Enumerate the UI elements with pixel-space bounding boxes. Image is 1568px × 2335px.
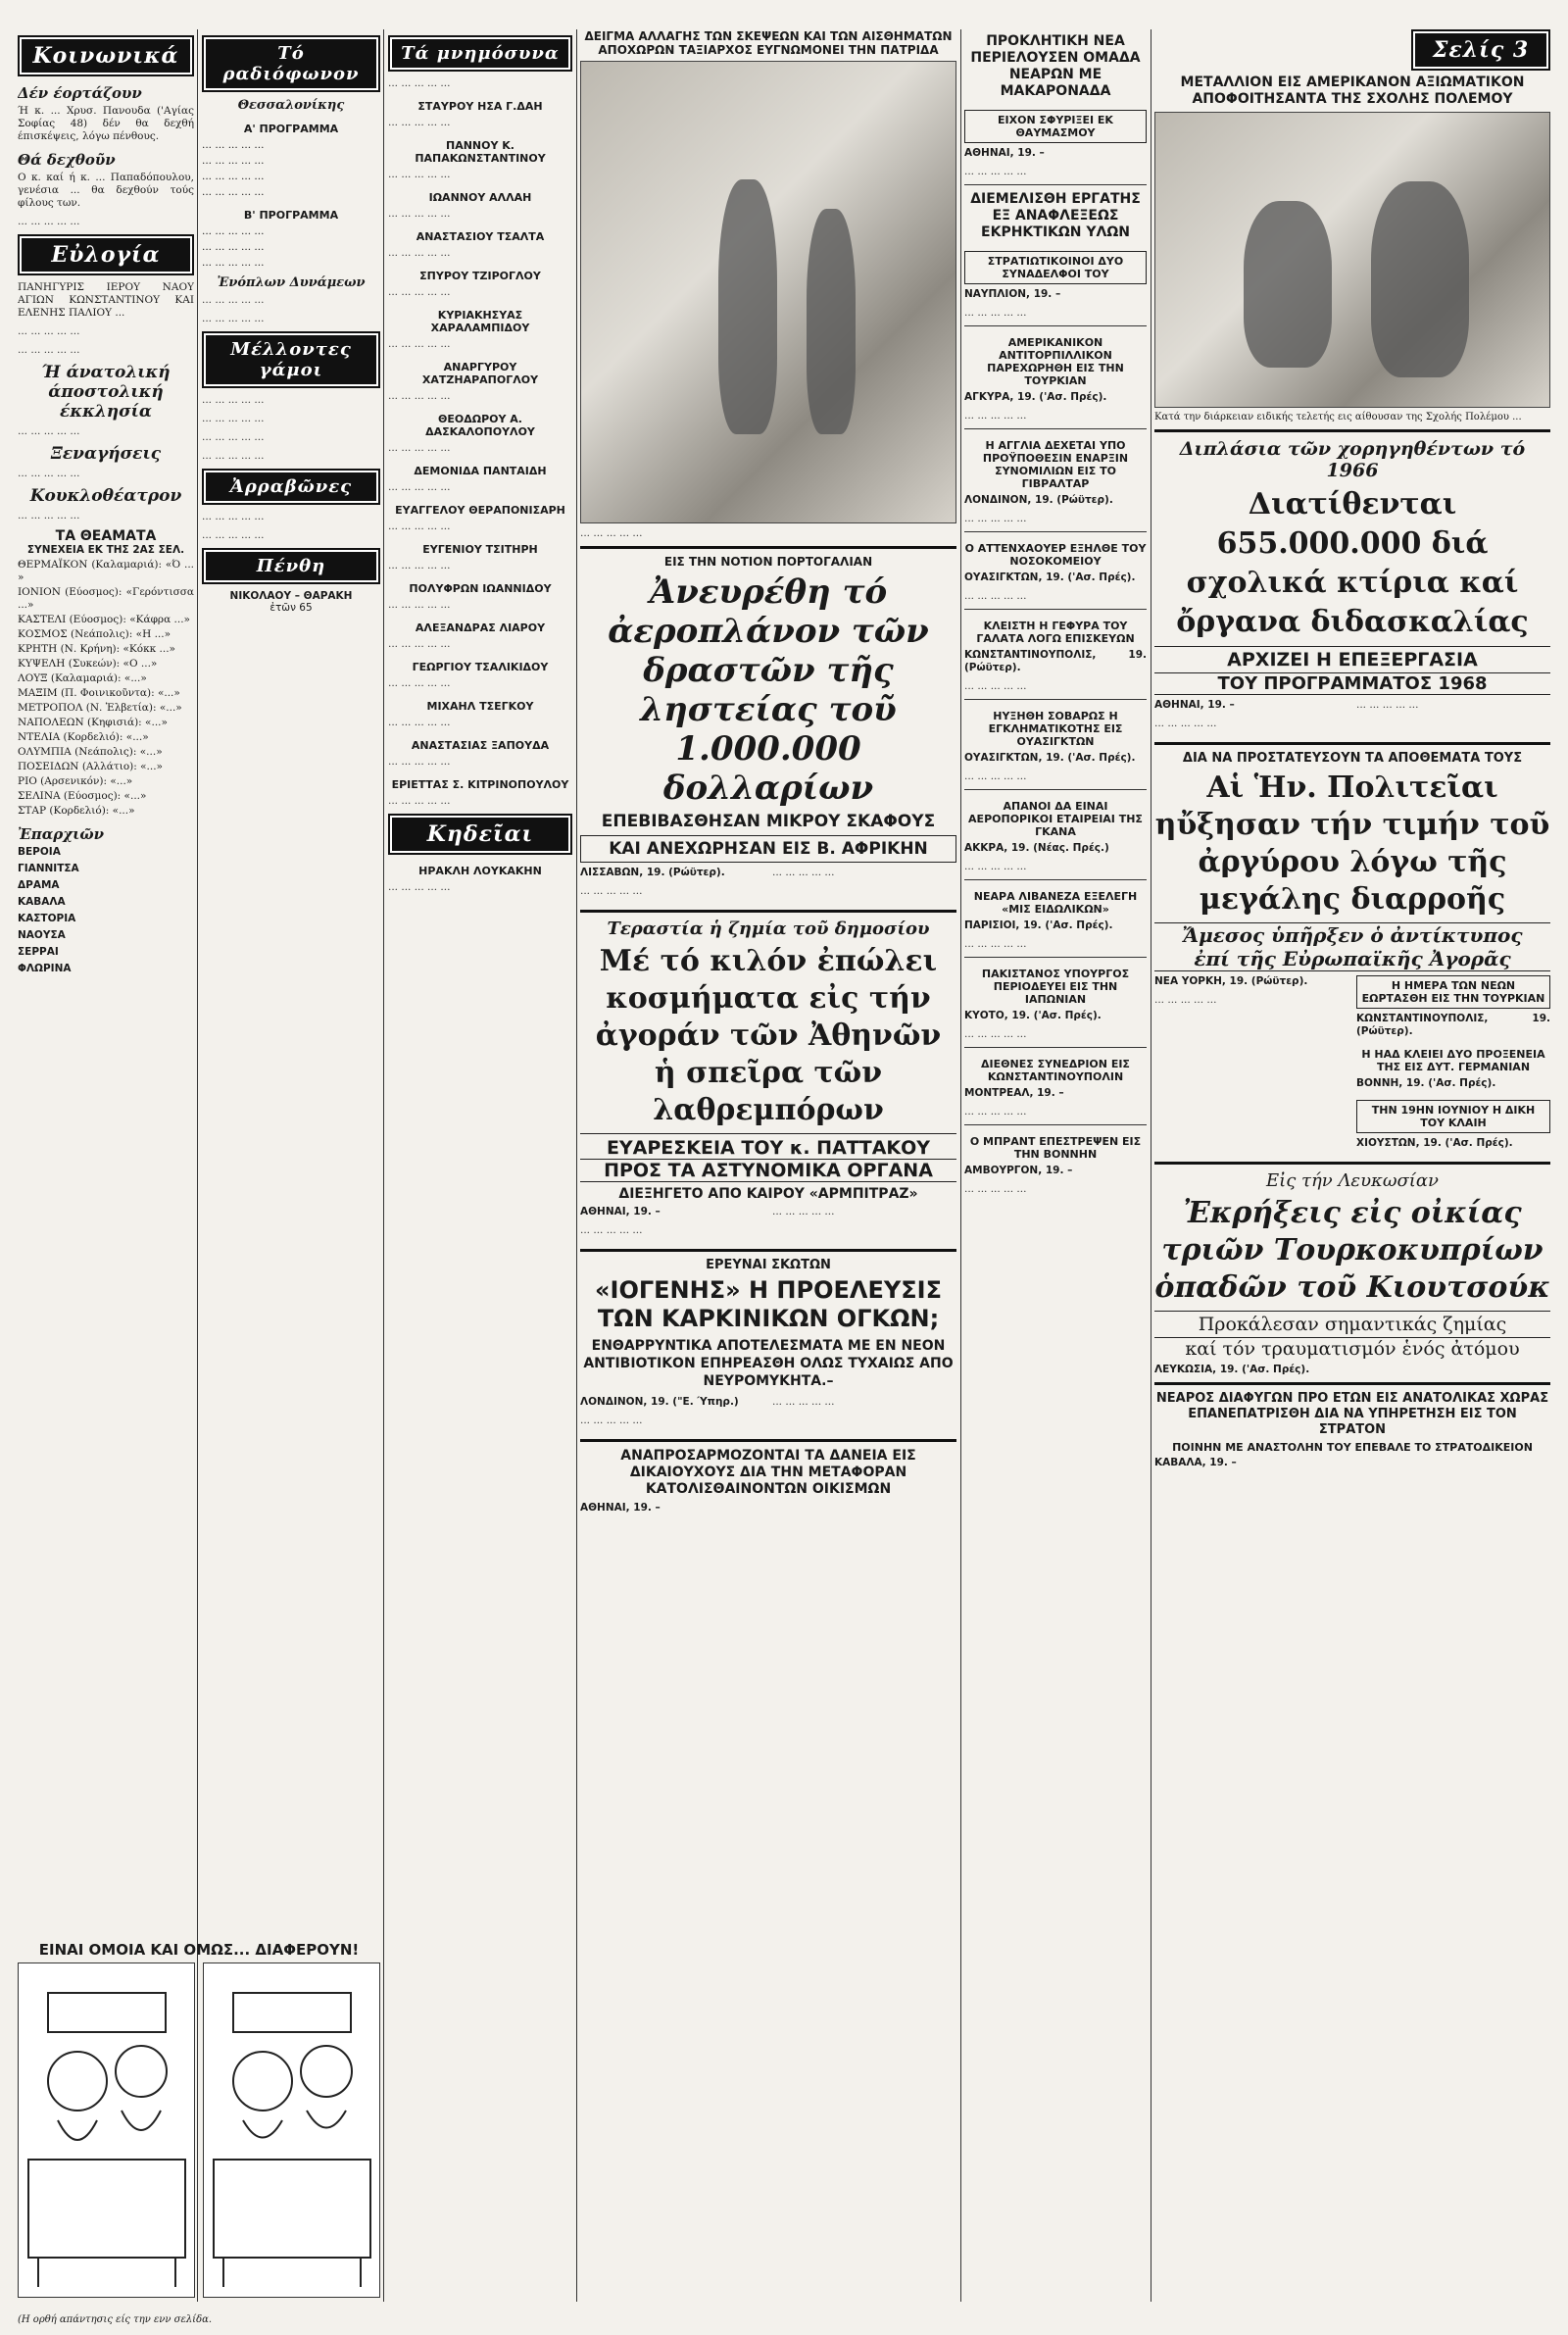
jewel-sub-1: ΕΥΑΡΕΣΚΕΙΑ ΤΟΥ κ. ΠΑΤΤΑΚΟΥ: [580, 1133, 956, 1159]
portugal-kicker: ΕΙΣ ΤΗΝ ΝΟΤΙΟΝ ΠΟΡΤΟΓΑΛΙΑΝ: [663, 555, 873, 569]
school-sub-2: ΤΟΥ ΠΡΟΓΡΑΜΜΑΤΟΣ 1968: [1154, 673, 1550, 695]
story-headline: ΑΠΑΝΟΙ ΔΑ ΕΙΝΑΙ ΑΕΡΟΠΟΡΙΚΟΙ ΕΤΑΙΡΕΙΑΙ ΤΗΣ ΓΚΑΝΑ: [968, 800, 1143, 838]
subhead-xenagiseis: Ξεναγήσεις: [50, 444, 162, 464]
section-header-mnimosyna: Τά μνημόσυνα: [388, 35, 572, 72]
theamata-item: ΟΛΥΜΠΙΑ (Νεάπολις): «...»: [18, 746, 163, 758]
subhead-den-eortazoun: Δέν έορτάζουν: [18, 84, 142, 102]
story-dateline: ΚΩΝΣΤΑΝΤΙΝΟΥΠΟΛΙΣ, 19. (Ρώϋτερ).: [964, 649, 1147, 673]
story-headline: Ο ΜΠΡΑΝΤ ΕΠΕΣΤΡΕΨΕΝ ΕΙΣ ΤΗΝ ΒΟΝΝΗΝ: [969, 1135, 1142, 1161]
text-filler: ... ... ... ... ...: [388, 521, 451, 532]
column-short-news: [964, 29, 1147, 2302]
comic-title: ΕΙΝΑΙ ΟΜΟΙΑ ΚΑΙ ΟΜΩΣ... ΔΙΑΦΕΡΟΥΝ!: [38, 1941, 360, 1959]
text-filler: ... ... ... ... ...: [202, 186, 265, 198]
jewel-dateline: ΑΘΗΝΑΙ, 19. –: [580, 1206, 661, 1217]
person-icon: [807, 209, 856, 434]
text-filler: ... ... ... ... ...: [388, 717, 451, 728]
story-headline: ΔΙΕΜΕΛΙΣΘΗ ΕΡΓΑΤΗΣ ΕΞ ΑΝΑΦΛΕΞΕΩΣ ΕΚΡΗΚΤΙΚΩΝ ΥΛΩΝ: [970, 191, 1141, 240]
theamata-item: ΜΑΞΙΜ (Π. Φοινικοῦντα): «...»: [18, 687, 180, 699]
story-headline: Η ΑΓΓΛΙΑ ΔΕΧΕΤΑΙ ΥΠΟ ΠΡΟΫΠΟΘΕΣΙΝ ΕΝΑΡΞΙΝ ΣΥΝΟΜΙΛΙΩΝ ΕΙΣ ΤΟ ΓΙΒΡΑΛΤΑΡ: [982, 439, 1129, 490]
memorial-name: ΙΩΑΝΝΟΥ ΑΛΛΑΗ: [428, 191, 532, 204]
subhead-enoplon: Ἐνόπλων Δυνάμεων: [217, 275, 366, 290]
memorial-name: ΚΥΡΙΑΚΗΣΥΑΣ ΧΑΡΑΛΑΜΠΙΔΟΥ: [430, 309, 530, 334]
text-filler: ... ... ... ... ...: [772, 1206, 835, 1217]
story-dateline: ΑΜΒΟΥΡΓΟΝ, 19. –: [964, 1165, 1073, 1176]
story-dateline: ΟΥΑΣΙΓΚΤΩΝ, 19. ('Ασ. Πρές).: [964, 752, 1136, 764]
story-dateline: ΑΚΚΡΑ, 19. (Νέας. Πρές.): [964, 842, 1109, 854]
theamata-item: ΚΥΨΕΛΗ (Συκεών): «Ο ...»: [18, 658, 158, 670]
loans-headline: ΑΝΑΠΡΟΣΑΡΜΟΖΟΝΤΑΙ ΤΑ ΔΑΝΕΙΑ ΕΙΣ ΔΙΚΑΙΟΥΧΟΥΣ ΔΙΑ ΤΗΝ ΜΕΤΑΦΟΡΑΝ ΚΑΤΟΛΙΣΘΑΙΝΟΝΤΩΝ ΟΙΚΙΣΜΩΝ: [620, 1448, 916, 1497]
section-header-arravones: Ἀρραβῶνες: [202, 469, 380, 505]
text-filler: ... ... ... ... ...: [202, 294, 265, 306]
subhead-b-programma: Β' ΠΡΟΓΡΑΜΜΑ: [243, 209, 339, 222]
text-filler: ... ... ... ... ...: [964, 410, 1027, 422]
story-dateline: ΠΑΡΙΣΙΟΙ, 19. ('Ασ. Πρές).: [964, 919, 1113, 931]
story-sub: ΣΤΡΑΤΙΩΤΙΚΟΙΝΟΙ ΔΥΟ ΣΥΝΑΔΕΛΦΟΙ ΤΟΥ: [964, 251, 1147, 284]
theamata-item: ΚΡΗΤΗ (Ν. Κρήνη): «Κόκκ ...»: [18, 643, 175, 655]
youth-dateline: ΚΩΝΣΤΑΝΤΙΝΟΥΠΟΛΙΣ, 19. (Ρώϋτερ).: [1356, 1013, 1550, 1037]
text-filler: ... ... ... ... ...: [388, 390, 451, 402]
eparchia-name: ΦΛΩΡΙΝΑ: [18, 963, 72, 974]
story-headline: ΠΡΟΚΛΗΤΙΚΗ ΝΕΑ ΠΕΡΙΕΛΟΥΣΕΝ ΟΜΑΔΑ ΝΕΑΡΩΝ ΜΕ ΜΑΚΑΡΟΝΑΔΑ: [970, 33, 1141, 99]
text-filler: ... ... ... ... ...: [580, 1224, 643, 1236]
section-header-koinonika: Κοινωνικά: [18, 35, 194, 76]
column-mnimosyna: [388, 29, 572, 2302]
text-filler: ... ... ... ... ...: [964, 680, 1027, 692]
army-dateline: ΚΑΒΑΛΑ, 19. –: [1154, 1457, 1237, 1468]
section-header-mellontes: Μέλλοντες γάμοι: [202, 331, 380, 388]
eparchia-name: ΚΑΣΤΟΡΙΑ: [18, 913, 76, 924]
silver-kicker: ΔΙΑ ΝΑ ΠΡΟΣΤΑΤΕΥΣΟΥΝ ΤΑ ΑΠΟΘΕΜΑΤΑ ΤΟΥΣ: [1182, 751, 1523, 766]
memorial-name: ΕΡΙΕΤΤΑΣ Σ. ΚΙΤΡΙΝΟΠΟΥΛΟΥ: [391, 778, 569, 791]
theamata-item: ΣΕΛΙΝΑ (Εύοσμος): «...»: [18, 790, 147, 802]
column-front-right: [1154, 29, 1550, 2302]
text-filler: ... ... ... ... ...: [202, 413, 265, 424]
text-filler: ... ... ... ... ...: [1154, 718, 1217, 729]
text-filler: ... ... ... ... ...: [202, 450, 265, 462]
text-filler: ... ... ... ... ...: [580, 527, 643, 539]
comic-panel-left: [18, 1962, 195, 2298]
text-filler: ... ... ... ... ...: [1154, 994, 1217, 1006]
eparchia-name: ΔΡΑΜΑ: [18, 879, 60, 891]
subhead-thessalonikis: Θεσσαλονίκης: [237, 98, 345, 113]
jewel-kicker: Τεραστία ἡ ζημία τοῦ δημοσίου: [607, 919, 930, 939]
cyprus-headline: Ἐκρήξεις εἰς οἰκίας τριῶν Τουρκοκυπρίων ὁπαδῶν τοῦ Κιουτσούκ: [1154, 1196, 1550, 1305]
silver-headline: Αἱ Ἡν. Πολιτεῖαι ηὔξησαν τήν τιμήν τοῦ ἀργύρου λόγω τῆς μεγάλης διαρροῆς: [1154, 770, 1550, 917]
cancer-kicker: ΕΡΕΥΝΑΙ ΣΚΩΤΩΝ: [706, 1258, 831, 1272]
person-icon: [718, 179, 777, 434]
text-filler: ... ... ... ... ...: [202, 171, 265, 182]
text-filler: ... ... ... ... ...: [202, 511, 265, 522]
text-filler: ... ... ... ... ...: [202, 155, 265, 167]
subhead-eparchion: Ἐπαρχιῶν: [18, 825, 105, 843]
comic-panel-right: [203, 1962, 380, 2298]
text-filler: ... ... ... ... ...: [772, 867, 835, 878]
text-filler: ... ... ... ... ...: [18, 216, 80, 227]
cyprus-kicker: Εἰς τήν Λευκωσίαν: [1266, 1170, 1439, 1191]
story-headline: ΚΛΕΙΣΤΗ Η ΓΕΦΥΡΑ ΤΟΥ ΓΑΛΑΤΑ ΛΟΓΩ ΕΠΙΣΚΕΥΩΝ: [976, 620, 1135, 645]
trial-dateline: ΧΙΟΥΣΤΩΝ, 19. ('Ασ. Πρές).: [1356, 1137, 1513, 1149]
text-filler: ... ... ... ... ...: [772, 1396, 835, 1408]
theamata-item: ΣΤΑΡ (Κορδελιό): «...»: [18, 805, 135, 817]
text-filler: ... ... ... ... ...: [388, 638, 451, 650]
text-filler: ... ... ... ... ...: [964, 513, 1027, 524]
cancer-dateline: ΛΟΝΔΙΝΟΝ, 19. ("Ε. Ύπηρ.): [580, 1396, 739, 1408]
text-filler: ... ... ... ... ...: [18, 325, 80, 337]
story-headline: ΗΥΞΗΘΗ ΣΟΒΑΡΩΣ Η ΕΓΚΛΗΜΑΤΙΚΟΤΗΣ ΕΙΣ ΟΥΑΣΙΓΚΤΩΝ: [988, 710, 1123, 748]
school-dateline: ΑΘΗΝΑΙ, 19. –: [1154, 699, 1235, 711]
army-sub: ΠΟΙΝΗΝ ΜΕ ΑΝΑΣΤΟΛΗΝ ΤΟΥ ΕΠΕΒΑΛΕ ΤΟ ΣΤΡΑΤΟΔΙΚΕΙΟΝ: [1172, 1441, 1533, 1454]
story-dateline: ΛΟΝΔΙΝΟΝ, 19. (Ρώϋτερ).: [964, 494, 1113, 506]
text-filler: ... ... ... ... ...: [388, 442, 451, 454]
text-filler: ... ... ... ... ...: [18, 468, 80, 479]
subhead-anatoliki: Ή άνατολική άποστολική έκκλησία: [41, 363, 171, 422]
trial-headline: ΤΗΝ 19ΗΝ ΙΟΥΝΙΟΥ Η ΔΙΚΗ ΤΟΥ ΚΛΑΙΗ: [1356, 1100, 1550, 1133]
text-filler: ... ... ... ... ...: [388, 169, 451, 180]
text-filler: ... ... ... ... ...: [964, 166, 1027, 177]
story-sub: ΕΙΧΟΝ ΣΦΥΡΙΞΕΙ ΕΚ ΘΑΥΜΑΣΜΟΥ: [964, 110, 1147, 143]
comic-strip: [18, 1941, 380, 2298]
text-filler: ... ... ... ... ...: [18, 425, 80, 437]
text-filler: ... ... ... ... ...: [202, 257, 265, 269]
story-headline: ΑΜΕΡΙΚΑΝΙΚΟΝ ΑΝΤΙΤΟΡΠΙΛΛΙΚΟΝ ΠΑΡΕΧΩΡΗΘΗ ΕΙΣ ΤΗΝ ΤΟΥΡΚΙΑΝ: [987, 336, 1124, 387]
school-headline: Διατίθενται 655.000.000 διά σχολικά κτίρια καί ὄργανα διδασκαλίας: [1176, 487, 1529, 639]
memorial-name: ΣΤΑΥΡΟΥ ΗΣΑ Γ.ΔΑΗ: [417, 100, 543, 113]
theamata-list: [18, 559, 194, 818]
jewel-sub-3: ΔΙΕΞΗΓΕΤΟ ΑΠΟ ΚΑΙΡΟΥ «ΑΡΜΠΙΤΡΑΖ»: [618, 1186, 918, 1202]
text-filler: ... ... ... ... ...: [202, 431, 265, 443]
theamata-item: ΜΕΤΡΟΠΟΛ (Ν. Ἐλβετία): «...»: [18, 702, 182, 714]
text-filler: ... ... ... ... ...: [964, 938, 1027, 950]
text-filler: ... ... ... ... ...: [18, 344, 80, 356]
memorial-name: ΣΠΥΡΟΥ ΤΖΙΡΟΓΛΟΥ: [419, 270, 541, 282]
text-filler: ... ... ... ... ...: [964, 307, 1027, 319]
theamata-item: ΝΤΕΛΙΑ (Κορδελιό): «...»: [18, 731, 149, 743]
subhead-a-programma: Α' ΠΡΟΓΡΑΜΜΑ: [243, 123, 339, 135]
subhead-kouklotheatro: Κουκλοθέατρον: [29, 486, 182, 506]
memorial-name: ΔΕΜΟΝΙΔΑ ΠΑΝΤΑΙΔΗ: [414, 465, 547, 477]
cancer-sub: ΕΝΘΑΡΡΥΝΤΙΚΑ ΑΠΟΤΕΛΕΣΜΑΤΑ ΜΕ ΕΝ ΝΕΟΝ ΑΝΤΙΒΙΟΤΙΚΟΝ ΕΠΗΡΕΑΣΘΗ ΟΛΩΣ ΤΥΧΑΙΩΣ ΑΠΟ ΝΕΥΡΟΜΥΚΗΤΑ.–: [583, 1338, 954, 1389]
silver-dateline: ΝΕΑ ΥΟΡΚΗ, 19. (Ρώϋτερ).: [1154, 975, 1308, 987]
page-number-badge: Σελίς 3: [1411, 29, 1550, 71]
theamata-item: ΚΑΣΤΕΛΙ (Εύοσμος): «Κάφρα ...»: [18, 614, 190, 625]
comic-drawing-icon: [204, 1963, 380, 2297]
school-kicker: Διπλάσια τῶν χορηγηθέντων τό 1966: [1179, 438, 1526, 481]
theamata-item: ΚΟΣΜΟΣ (Νεάπολις): «Η ...»: [18, 628, 172, 640]
theamata-item: ΡΙΟ (Αρσενικόν): «...»: [18, 775, 133, 787]
text-filler: ... ... ... ... ...: [964, 1183, 1027, 1195]
text-filler: ... ... ... ... ...: [202, 241, 265, 253]
plane-dateline: ΛΙΣΣΑΒΩΝ, 19. (Ρώϋτερ).: [580, 867, 725, 878]
memorial-name: ΑΝΑΡΓΥΡΟΥ ΧΑΤΖΗΑΡΑΠΟΓΛΟΥ: [421, 361, 539, 386]
column-rule: [1151, 29, 1152, 2302]
memorial-name: ΓΕΩΡΓΙΟΥ ΤΣΑΛΙΚΙΔΟΥ: [412, 661, 549, 673]
cyprus-sub-2: καί τόν τραυματισμόν ἑνός ἀτόμου: [1185, 1338, 1520, 1360]
loans-dateline: ΑΘΗΝΑΙ, 19. –: [580, 1502, 661, 1514]
column-rule: [383, 29, 384, 2302]
news-photo: [580, 61, 956, 523]
memorial-name: ΕΥΓΕΝΙΟΥ ΤΣΙΤΗΡΗ: [422, 543, 538, 556]
youth-headline: Η ΗΜΕΡΑ ΤΩΝ ΝΕΩΝ ΕΩΡΤΑΣΘΗ ΕΙΣ ΤΗΝ ΤΟΥΡΚΙΑΝ: [1356, 975, 1550, 1009]
text-filler: ... ... ... ... ...: [964, 861, 1027, 872]
memorial-name: ΑΝΑΣΤΑΣΙΑΣ ΞΑΠΟΥΔΑ: [411, 739, 550, 752]
story-dateline: ΜΟΝΤΡΕΑΛ, 19. –: [964, 1087, 1064, 1099]
jewel-headline: Μέ τό κιλόν ἐπώλει κοσμήματα εἰς τήν ἀγοράν τῶν Ἀθηνῶν ἡ σπεῖρα τῶν λαθρεμπόρων: [595, 944, 942, 1127]
plane-sub-2: ΚΑΙ ΑΝΕΧΩΡΗΣΑΝ ΕΙΣ Β. ΑΦΡΙΚΗΝ: [580, 835, 956, 863]
silver-sub-2: ἐπί τῆς Εὐρωπαϊκῆς Ἀγορᾶς: [1154, 947, 1550, 971]
text-filler: ... ... ... ... ...: [388, 881, 451, 893]
story-headline: ΔΙΕΘΝΕΣ ΣΥΝΕΔΡΙΟΝ ΕΙΣ ΚΩΝΣΤΑΝΤΙΝΟΥΠΟΛΙΝ: [981, 1058, 1130, 1083]
ead-headline: Η ΗΑΔ ΚΛΕΙΕΙ ΔΥΟ ΠΡΟΞΕΝΕΙΑ ΤΗΣ ΕΙΣ ΔΥΤ. ΓΕΡΜΑΝΙΑΝ: [1361, 1048, 1545, 1073]
memorial-name: ΑΝΑΣΤΑΣΙΟΥ ΤΣΑΛΤΑ: [416, 230, 545, 243]
person-icon: [1244, 201, 1332, 368]
eparchia-name: ΝΑΟΥΣΑ: [18, 929, 66, 941]
medal-headline: ΜΕΤΑΛΛΙΟΝ ΕΙΣ ΑΜΕΡΙΚΑΝΟΝ ΑΞΙΩΜΑΤΙΚΟΝ ΑΠΟΦΟΙΤΗΣΑΝΤΑ ΤΗΣ ΣΧΟΛΗΣ ΠΟΛΕΜΟΥ: [1180, 75, 1525, 107]
memorial-name: ΕΥΑΓΓΕΛΟΥ ΘΕΡΑΠΟΝΙΣΑΡΗ: [395, 504, 565, 517]
text-tha-dechthoun: Ο κ. καί ή κ. ... Παπαδόπουλου, γενέσια ... θα δεχθούν τούς φίλους των.: [18, 172, 194, 209]
text-filler: ... ... ... ... ...: [388, 117, 451, 128]
text-filler: ... ... ... ... ...: [388, 795, 451, 807]
text-filler: ... ... ... ... ...: [388, 677, 451, 689]
jewel-sub-2: ΠΡΟΣ ΤΑ ΑΣΤΥΝΟΜΙΚΑ ΟΡΓΑΝΑ: [580, 1159, 956, 1182]
text-den-eortazoun: Ή κ. ... Χρυσ. Πανουδα ('Αγίας Σοφίας 48) δέν θα δεχθή έπισκέψεις, λόγω πένθους.: [18, 105, 194, 142]
story-headline: ΝΕΑΡΑ ΛΙΒΑΝΕΖΑ ΕΞΕΛΕΓΗ «ΜΙΣ ΕΙΔΩΛΙΚΩΝ»: [973, 890, 1138, 916]
penthi-age: ἐτῶν 65: [270, 602, 313, 614]
theamata-item: ΝΑΠΟΛΕΩΝ (Κηφισιά): «...»: [18, 717, 168, 728]
memorial-name: ΠΟΛΥΦΡΩΝ ΙΩΑΝΝΙΔΟΥ: [409, 582, 552, 595]
eparchia-name: ΓΙΑΝΝΙΤΣΑ: [18, 863, 79, 874]
plane-headline: Ἀνευρέθη τό ἀεροπλάνον τῶν δραστῶν τῆς ληστείας τοῦ 1.000.000 δολλαρίων: [608, 572, 929, 808]
cancer-headline: «ΙΟΓΕΝΗΣ» Η ΠΡΟΕΛΕΥΣΙΣ ΤΩΝ ΚΑΡΚΙΝΙΚΩΝ ΟΓΚΩΝ;: [595, 1276, 942, 1332]
eparchies-list: [18, 846, 194, 975]
photo-heading-2: ΑΠΟΧΩΡΩΝ ΤΑΞΙΑΡΧΟΣ ΕΥΓΝΩΜΟΝΕΙ ΤΗΝ ΠΑΤΡΙΔΑ: [598, 43, 939, 57]
text-filler: ... ... ... ... ...: [964, 590, 1027, 602]
story-dateline: ΑΘΗΝΑΙ, 19. –: [964, 147, 1045, 159]
text-filler: ... ... ... ... ...: [388, 756, 451, 768]
theamata-item: ΘΕΡΜΑΪΚΟΝ (Καλαμαριά): «Ό ... »: [18, 559, 194, 583]
cyprus-sub-1: Προκάλεσαν σημαντικάς ζημίας: [1154, 1311, 1550, 1338]
comic-caption: (Η ορθή απάντησις είς την ενν σελίδα.: [18, 2314, 213, 2325]
eparchia-name: ΚΑΒΑΛΑ: [18, 896, 66, 908]
text-filler: ... ... ... ... ...: [964, 1028, 1027, 1040]
story-headline: Ο ΑΤΤΕΝΧΑΟΥΕΡ ΕΞΗΛΘΕ ΤΟΥ ΝΟΣΟΚΟΜΕΙΟΥ: [964, 542, 1147, 568]
text-filler: ... ... ... ... ...: [202, 394, 265, 406]
story-dateline: ΝΑΥΠΛΙΟΝ, 19. –: [964, 288, 1061, 300]
text-filler: ... ... ... ... ...: [580, 885, 643, 897]
medal-photo-caption: Κατά την διάρκειαν ειδικής τελετής εις αίθουσαν της Σχολής Πολέμου ...: [1154, 412, 1522, 422]
section-header-eulogia: Εὐλογία: [18, 234, 194, 275]
column-rule: [576, 29, 577, 2302]
text-eulogia: ΠΑΝΗΓΥΡΙΣ ΙΕΡΟΥ ΝΑΟΥ ΑΓΙΩΝ ΚΩΝΣΤΑΝΤΙΝΟΥ ΚΑΙ ΕΛΕΝΗΣ ΠΑΛΙΟΥ ...: [18, 281, 194, 319]
column-radio: [202, 29, 380, 1923]
story-dateline: ΚΥΟΤΟ, 19. ('Ασ. Πρές).: [964, 1010, 1102, 1021]
school-sub-1: ΑΡΧΙΖΕΙ Η ΕΠΕΞΕΡΓΑΣΙΑ: [1154, 646, 1550, 673]
text-filler: ... ... ... ... ...: [388, 560, 451, 571]
column-main-news: [580, 29, 956, 2302]
text-filler: ... ... ... ... ...: [388, 338, 451, 350]
funeral-name: ΗΡΑΚΛΗ ΛΟΥΚΑΚΗΝ: [418, 865, 542, 877]
story-dateline: ΑΓΚΥΡΑ, 19. ('Ασ. Πρές).: [964, 391, 1107, 403]
text-filler: ... ... ... ... ...: [388, 77, 451, 89]
memorial-name: ΠΑΝΝΟΥ Κ. ΠΑΠΑΚΩΝΣΤΑΝΤΙΝΟΥ: [415, 139, 546, 165]
text-filler: ... ... ... ... ...: [202, 529, 265, 541]
memorial-name: ΑΛΕΞΑΝΔΡΑΣ ΛΙΑΡΟΥ: [415, 621, 546, 634]
theamata-item: ΙΟΝΙΟΝ (Εύοσμος): «Γερόντισσα ...»: [18, 586, 194, 611]
story-headline: ΠΑΚΙΣΤΑΝΟΣ ΥΠΟΥΡΓΟΣ ΠΕΡΙΟΔΕΥΕΙ ΕΙΣ ΤΗΝ ΙΑΠΩΝΙΑΝ: [981, 968, 1130, 1006]
photo-heading-1: ΔΕΙΓΜΑ ΑΛΛΑΓΗΣ ΤΩΝ ΣΚΕΨΕΩΝ ΚΑΙ ΤΩΝ ΑΙΣΘΗΜΑΤΩΝ: [584, 29, 953, 43]
section-header-kideiai: Κηδεῖαι: [388, 814, 572, 855]
person-icon: [1371, 181, 1469, 377]
column-rule: [960, 29, 961, 2302]
text-filler: ... ... ... ... ...: [388, 208, 451, 220]
silver-sub-1: Ἄμεσος ὑπῆρξεν ὁ ἀντίκτυπος: [1154, 922, 1550, 947]
army-headline: ΝΕΑΡΟΣ ΔΙΑΦΥΓΩΝ ΠΡΟ ΕΤΩΝ ΕΙΣ ΑΝΑΤΟΛΙΚΑΣ ΧΩΡΑΣ ΕΠΑΝΕΠΑΤΡΙΣΘΗ ΔΙΑ ΝΑ ΥΠΗΡΕΤΗΣΗ ΕΙΣ ΤΟΝ ΣΤΡΑΤΟΝ: [1155, 1391, 1549, 1437]
penthi-name: ΝΙΚΟΛΑΟΥ – ΘΑΡΑΚΗ: [229, 590, 353, 602]
story-dateline: ΟΥΑΣΙΓΚΤΩΝ, 19. ('Ασ. Πρές).: [964, 571, 1136, 583]
text-filler: ... ... ... ... ...: [388, 599, 451, 611]
text-filler: ... ... ... ... ...: [388, 286, 451, 298]
section-header-penthi: Πένθη: [202, 548, 380, 584]
text-filler: ... ... ... ... ...: [202, 225, 265, 237]
memorial-name: ΜΙΧΑΗΛ ΤΣΕΓΚΟΥ: [426, 700, 534, 713]
text-filler: ... ... ... ... ...: [580, 1415, 643, 1426]
text-filler: ... ... ... ... ...: [388, 481, 451, 493]
text-filler: ... ... ... ... ...: [964, 1106, 1027, 1118]
text-filler: ... ... ... ... ...: [202, 313, 265, 324]
text-filler: ... ... ... ... ...: [388, 247, 451, 259]
eparchia-name: ΒΕΡΟΙΑ: [18, 846, 61, 858]
ead-dateline: ΒΟΝΝΗ, 19. ('Ασ. Πρές).: [1356, 1077, 1496, 1089]
theamata-item: ΠΟΣΕΙΔΩΝ (Αλλάτιο): «...»: [18, 761, 163, 772]
text-filler: ... ... ... ... ...: [964, 770, 1027, 782]
memorial-name: ΘΕΟΔΩΡΟΥ Α. ΔΑΣΚΑΛΟΠΟΥΛΟΥ: [425, 413, 535, 438]
medal-photo: [1154, 112, 1550, 408]
theamata-item: ΛΟΥΞ (Καλαμαριά): «...»: [18, 672, 147, 684]
text-filler: ... ... ... ... ...: [202, 139, 265, 151]
subhead-tha-dechthoun: Θά δεχθοῦν: [18, 151, 116, 169]
section-header-radiofono: Τό ραδιόφωνον: [202, 35, 380, 92]
text-filler: ... ... ... ... ...: [1356, 699, 1419, 711]
plane-sub-1: ΕΠΕΒΙΒΑΣΘΗΣΑΝ ΜΙΚΡΟΥ ΣΚΑΦΟΥΣ: [601, 812, 936, 831]
eparchia-name: ΣΕΡΡΑΙ: [18, 946, 59, 958]
comic-drawing-icon: [19, 1963, 195, 2297]
theamata-continuation: ΣΥΝΕΧΕΙΑ ΕΚ ΤΗΣ 2ΑΣ ΣΕΛ.: [26, 544, 185, 556]
text-filler: ... ... ... ... ...: [18, 510, 80, 522]
cyprus-dateline: ΛΕΥΚΩΣΙΑ, 19. ('Ασ. Πρές).: [1154, 1364, 1310, 1375]
section-header-theamata: ΤΑ ΘΕΑΜΑΤΑ: [55, 528, 157, 544]
